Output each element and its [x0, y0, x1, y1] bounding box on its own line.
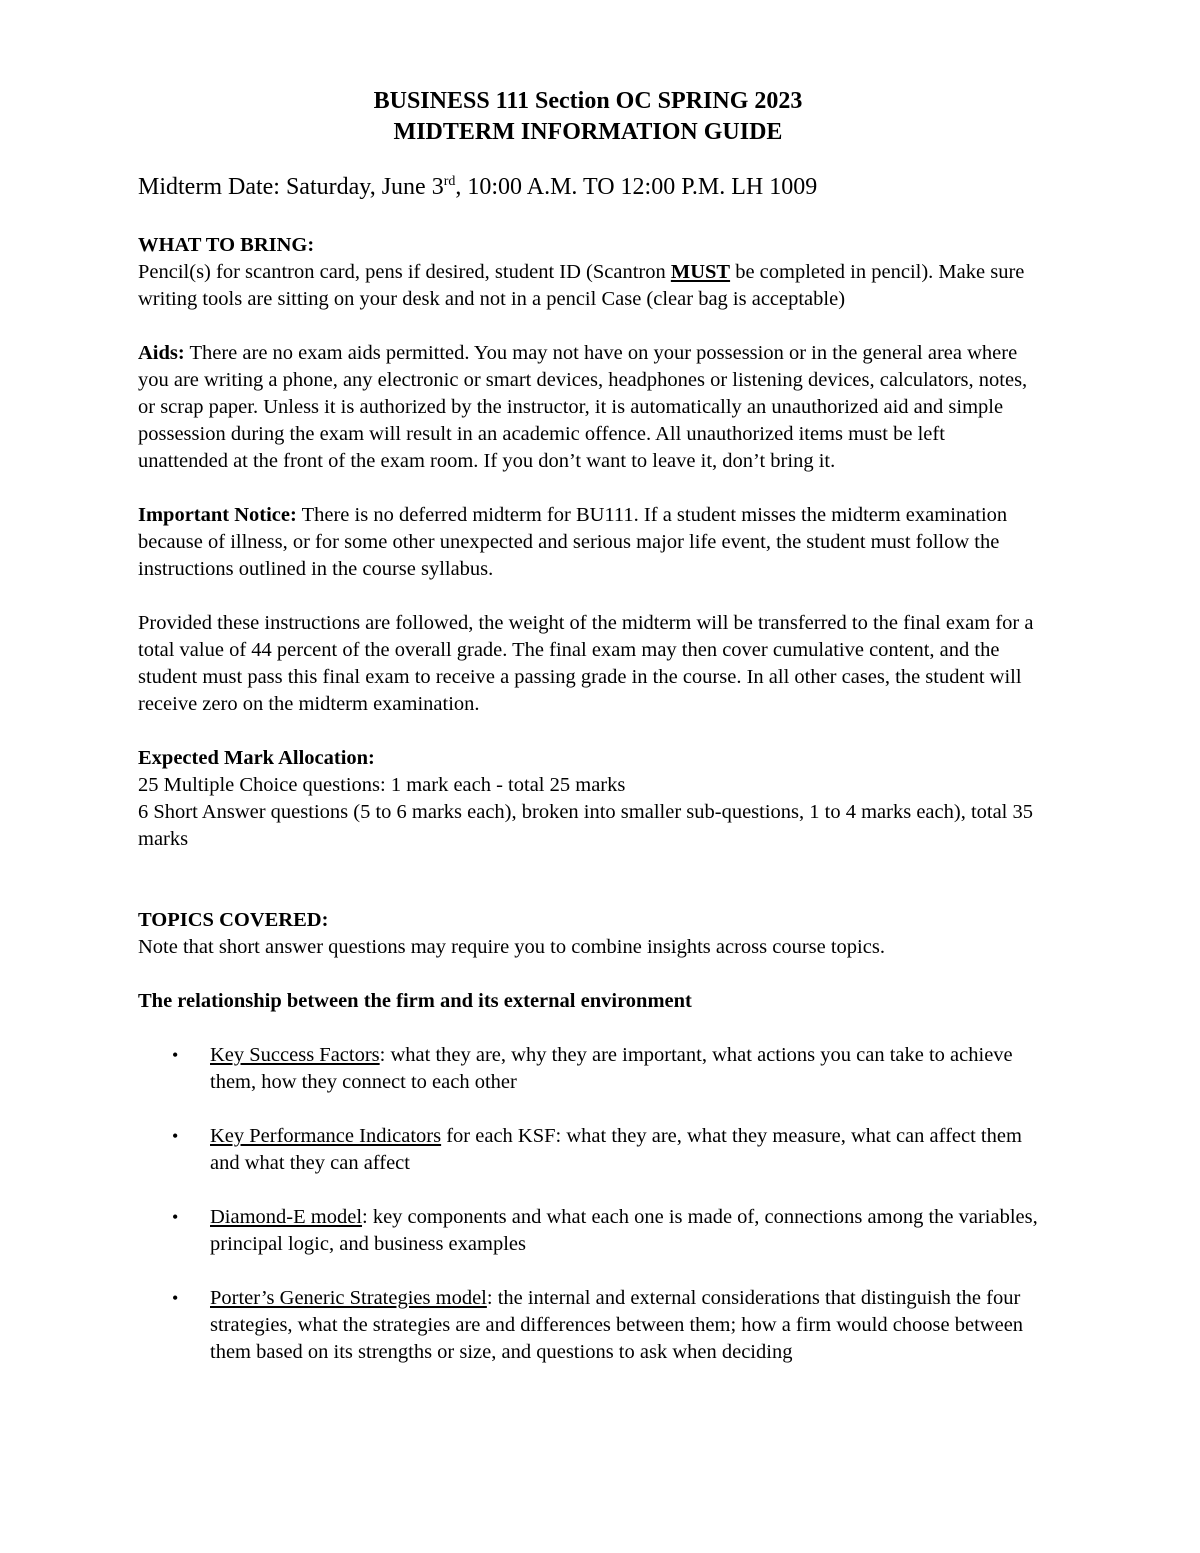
- mark-allocation-line2: 6 Short Answer questions (5 to 6 marks each), broken into smaller sub-questions, 1 to 4 marks each), total 35 marks: [138, 801, 1034, 850]
- list-item: [138, 1285, 1038, 1366]
- bullet-icon: •: [172, 1288, 179, 1308]
- spacer: [138, 1015, 1038, 1042]
- what-to-bring-text-end: be completed in pencil). Make sure writing tools are sitting on your desk and not in a pencil Case (clear bag is acceptable): [138, 261, 1025, 310]
- spacer: [138, 961, 1038, 988]
- mark-allocation-heading: Expected Mark Allocation:: [138, 747, 375, 769]
- list-item: [138, 1123, 1038, 1177]
- spacer: [138, 202, 1038, 232]
- topic-term: Key Performance Indicators: [210, 1125, 442, 1147]
- notice-label: Important Notice:: [138, 504, 297, 526]
- list-item: [138, 1204, 1038, 1258]
- topics-list: [138, 1042, 1038, 1366]
- what-to-bring-heading: WHAT TO BRING:: [138, 234, 315, 256]
- topic-description: : the internal and external considerations that distinguish the four strategies, what the strategies are and differences between them; how a firm would choose between them based on its strengths or size, and questions to ask when deciding: [210, 1287, 1024, 1363]
- document-title-line2: MIDTERM INFORMATION GUIDE: [393, 119, 783, 145]
- aids-paragraph: [138, 340, 1038, 475]
- what-to-bring-text: [138, 259, 1038, 313]
- midterm-date-prefix: Midterm Date: Saturday, June 3: [138, 174, 444, 200]
- topic-description: : what they are, why they are important, what actions you can take to achieve them, how they connect to each other: [210, 1044, 1013, 1093]
- bullet-icon: •: [172, 1045, 179, 1065]
- topic-description: for each KSF: what they are, what they measure, what can affect them and what they can affect: [210, 1125, 1022, 1174]
- spacer: [138, 475, 1038, 502]
- topics-subheading: The relationship between the firm and its external environment: [138, 990, 692, 1012]
- topic-term: Diamond-E model: [210, 1206, 363, 1228]
- list-item: [138, 1042, 1038, 1096]
- mark-allocation-line1: 25 Multiple Choice questions: 1 mark each - total 25 marks: [138, 774, 626, 796]
- notice-paragraph: [138, 502, 1038, 583]
- spacer: [138, 583, 1038, 610]
- midterm-date-suffix: , 10:00 A.M. TO 12:00 P.M. LH 1009: [455, 174, 818, 200]
- must-emphasis: MUST: [670, 261, 731, 283]
- aids-label: Aids:: [138, 342, 185, 364]
- what-to-bring-text-start: Pencil(s) for scantron card, pens if desired, student ID (Scantron: [138, 261, 671, 283]
- notice-text: There is no deferred midterm for BU111. If a student misses the midterm examination because of illness, or for some other unexpected and serious major life event, the student must follow the instructions outlined in the course syllabus.: [138, 504, 1008, 580]
- aids-text: There are no exam aids permitted. You may not have on your possession or in the general area where you are writing a phone, any electronic or smart devices, headphones or listening devices, calculators, notes, or scrap paper. Unless it is authorized by the instructor, it is automatically an unauthorized aid and simple possession during the exam will result in an academic offence. All unauthorized items must be left unattended at the front of the exam room. If you don’t want to leave it, don’t bring it.: [138, 342, 1028, 472]
- spacer: [138, 718, 1038, 745]
- spacer: [138, 313, 1038, 340]
- topic-description: : key components and what each one is made of, connections among the variables, principal logic, and business examples: [210, 1206, 1038, 1255]
- midterm-date: [138, 172, 1038, 202]
- topic-term: Key Success Factors: [210, 1044, 380, 1066]
- bullet-icon: •: [172, 1126, 179, 1146]
- document-page: [138, 86, 1038, 1393]
- bullet-icon: •: [172, 1207, 179, 1227]
- notice-followup-paragraph: Provided these instructions are followed, the weight of the midterm will be transferred to the final exam for a total value of 44 percent of the overall grade. The final exam may then cover cumulative content, and the student must pass this final exam to receive a passing grade in the course. In all other cases, the student will receive zero on the midterm examination.: [138, 612, 1034, 715]
- document-title-line1: BUSINESS 111 Section OC SPRING 2023: [373, 88, 803, 114]
- topic-term: Porter’s Generic Strategies model: [210, 1287, 487, 1309]
- spacer: [138, 853, 1038, 907]
- midterm-date-ordinal: rd: [443, 174, 456, 189]
- topics-heading: TOPICS COVERED:: [138, 909, 329, 931]
- topics-note: Note that short answer questions may require you to combine insights across course topics.: [138, 936, 885, 958]
